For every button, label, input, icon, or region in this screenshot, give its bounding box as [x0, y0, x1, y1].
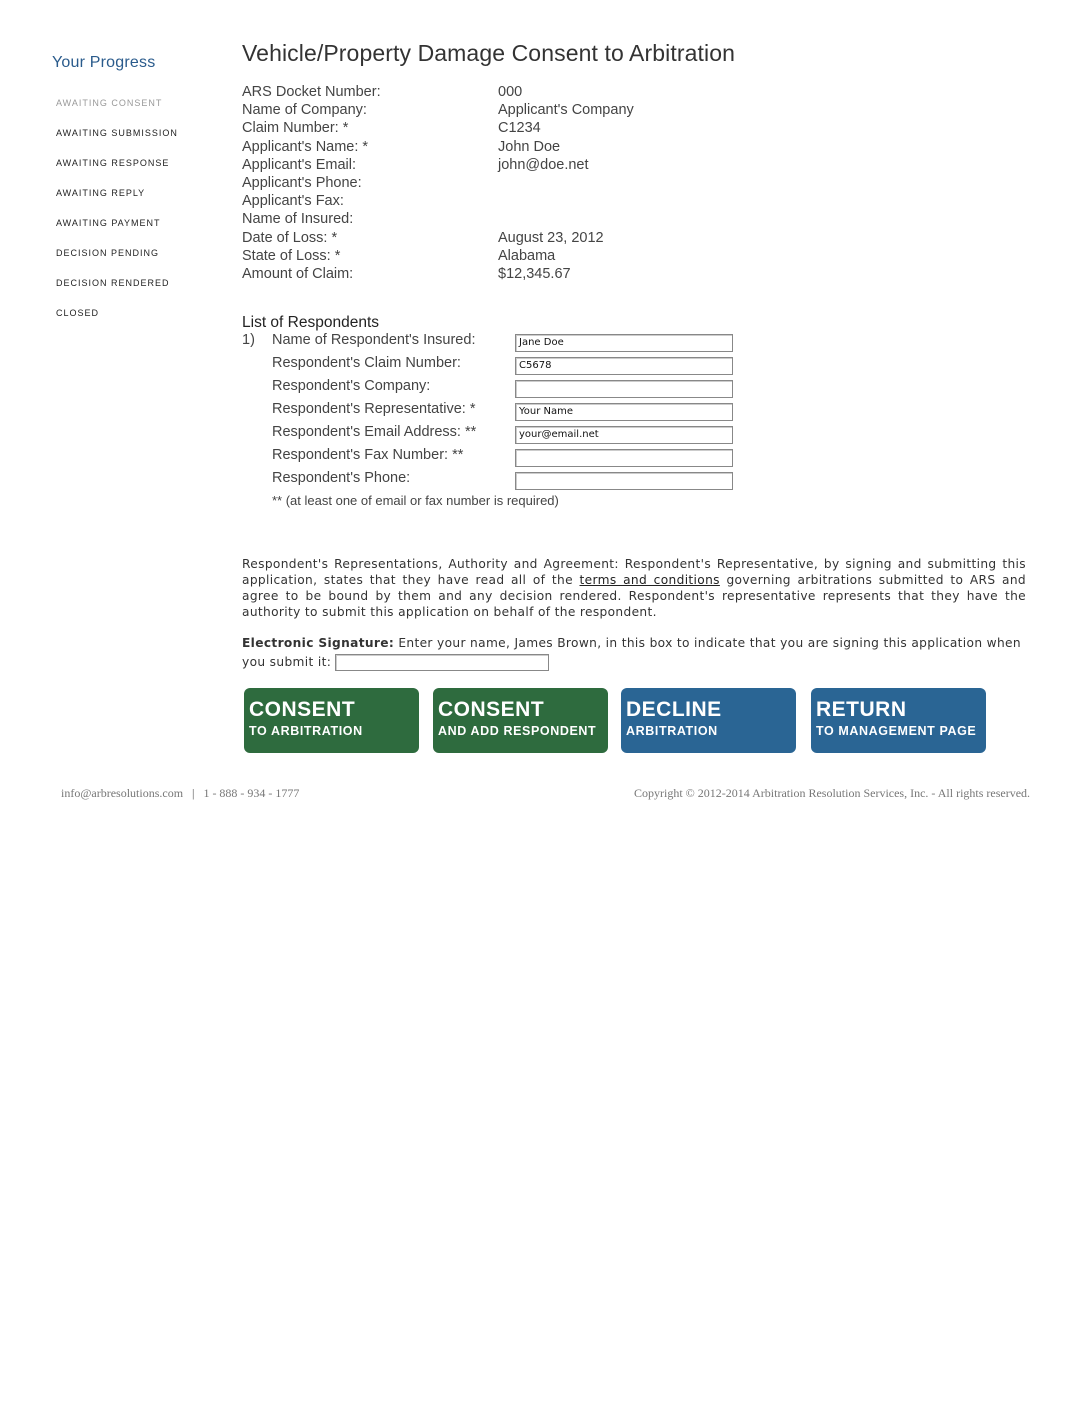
button-label: DECLINE: [626, 698, 722, 721]
info-label: Name of Company:: [242, 102, 367, 119]
progress-sidebar: [52, 54, 222, 336]
agreement-text: [242, 556, 1026, 620]
field-label: Respondent's Phone:: [272, 470, 411, 486]
step-awaiting-response: AWAITING RESPONSE: [56, 158, 170, 168]
respondent-fax-input[interactable]: [515, 449, 733, 467]
info-value: john@doe.net: [498, 156, 589, 173]
respondents-section: [242, 314, 762, 508]
step-awaiting-reply: AWAITING REPLY: [56, 188, 146, 198]
footer-contact: [61, 786, 299, 801]
progress-title: Your Progress: [52, 54, 156, 71]
signature-instructions: Enter your name, James Brown, in this box to indicate that you are signing this application when you submit it:: [242, 636, 1021, 669]
info-value: $12,345.67: [498, 265, 571, 282]
agreement-text-after: governing arbitrations submitted to ARS and agree to be bound by them and any decision rendered. Respondent's representative represents that they have the authority to submit this application on behalf of the respondent.: [242, 573, 1027, 619]
info-label: Amount of Claim:: [242, 265, 354, 282]
respondent-company-input[interactable]: [515, 380, 733, 398]
info-label: State of Loss: *: [242, 247, 341, 264]
footer-copyright: Copyright © 2012-2014 Arbitration Resolution Services, Inc. - All rights reserved.: [634, 786, 1031, 800]
consent-to-arbitration-button[interactable]: [244, 688, 419, 753]
footer-email[interactable]: info@arbresolutions.com: [61, 786, 184, 800]
signature-label: Electronic Signature:: [242, 636, 395, 650]
info-value: John Doe: [498, 138, 561, 155]
info-label: Applicant's Phone:: [242, 174, 362, 191]
field-label: Respondent's Company:: [272, 378, 431, 394]
main-content: [242, 40, 1032, 738]
field-label: Respondent's Claim Number:: [272, 355, 461, 371]
info-value: 000: [498, 84, 523, 100]
info-label: Applicant's Fax:: [242, 193, 344, 210]
footer-separator: |: [192, 786, 195, 800]
respondents-heading: List of Respondents: [242, 314, 380, 331]
footer-phone: 1 - 888 - 934 - 1777: [203, 786, 300, 800]
terms-link[interactable]: terms and conditions: [579, 573, 720, 587]
agreement-text-before: Respondent's Representations, Authority and Agreement: Respondent's Representative, by signing and submitting this application, states that they have read all of the: [242, 557, 1026, 587]
info-value: Applicant's Company: [498, 102, 634, 119]
field-label: Respondent's Representative: *: [272, 401, 476, 417]
decline-arbitration-button[interactable]: [621, 688, 796, 753]
field-label: Respondent's Email Address: **: [272, 424, 477, 440]
info-label: Name of Insured:: [242, 211, 354, 228]
info-label: Applicant's Name: *: [242, 138, 369, 155]
step-decision-pending: DECISION PENDING: [56, 248, 160, 258]
info-value: August 23, 2012: [498, 229, 604, 246]
consent-add-respondent-button[interactable]: [433, 688, 608, 753]
button-label: CONSENT: [438, 698, 545, 721]
button-sublabel: ARBITRATION: [626, 724, 718, 738]
required-note: ** (at least one of email or fax number is required): [272, 493, 559, 508]
info-label: Applicant's Email:: [242, 156, 356, 173]
info-value: C1234: [498, 120, 541, 137]
respondent-claim-number-input[interactable]: C5678: [515, 357, 733, 375]
return-to-management-button[interactable]: [811, 688, 986, 753]
respondent-email-input[interactable]: your@email.net: [515, 426, 733, 444]
respondent-insured-input[interactable]: Jane Doe: [515, 334, 733, 352]
info-label: Claim Number: *: [242, 120, 349, 137]
step-awaiting-consent: AWAITING CONSENT: [56, 98, 163, 108]
page-title: Vehicle/Property Damage Consent to Arbitration: [242, 40, 735, 66]
respondent-phone-input[interactable]: [515, 472, 733, 490]
step-decision-rendered: DECISION RENDERED: [56, 278, 170, 288]
button-label: CONSENT: [249, 698, 356, 721]
signature-input[interactable]: [335, 654, 549, 671]
info-value: Alabama: [498, 247, 556, 264]
signature-section: [242, 634, 1026, 672]
progress-steps: [56, 96, 222, 336]
info-label: Date of Loss: *: [242, 229, 338, 246]
respondent-representative-input[interactable]: Your Name: [515, 403, 733, 421]
step-awaiting-payment: AWAITING PAYMENT: [56, 218, 161, 228]
respondent-number: 1): [242, 332, 255, 348]
button-label: RETURN: [816, 698, 907, 721]
button-sublabel: AND ADD RESPONDENT: [438, 724, 597, 738]
field-label: Name of Respondent's Insured:: [272, 332, 476, 348]
button-sublabel: TO ARBITRATION: [249, 724, 363, 738]
button-sublabel: TO MANAGEMENT PAGE: [816, 724, 977, 738]
step-closed: CLOSED: [56, 308, 100, 318]
info-label: ARS Docket Number:: [242, 84, 381, 100]
step-awaiting-submission: AWAITING SUBMISSION: [56, 128, 178, 138]
field-label: Respondent's Fax Number: **: [272, 447, 464, 463]
